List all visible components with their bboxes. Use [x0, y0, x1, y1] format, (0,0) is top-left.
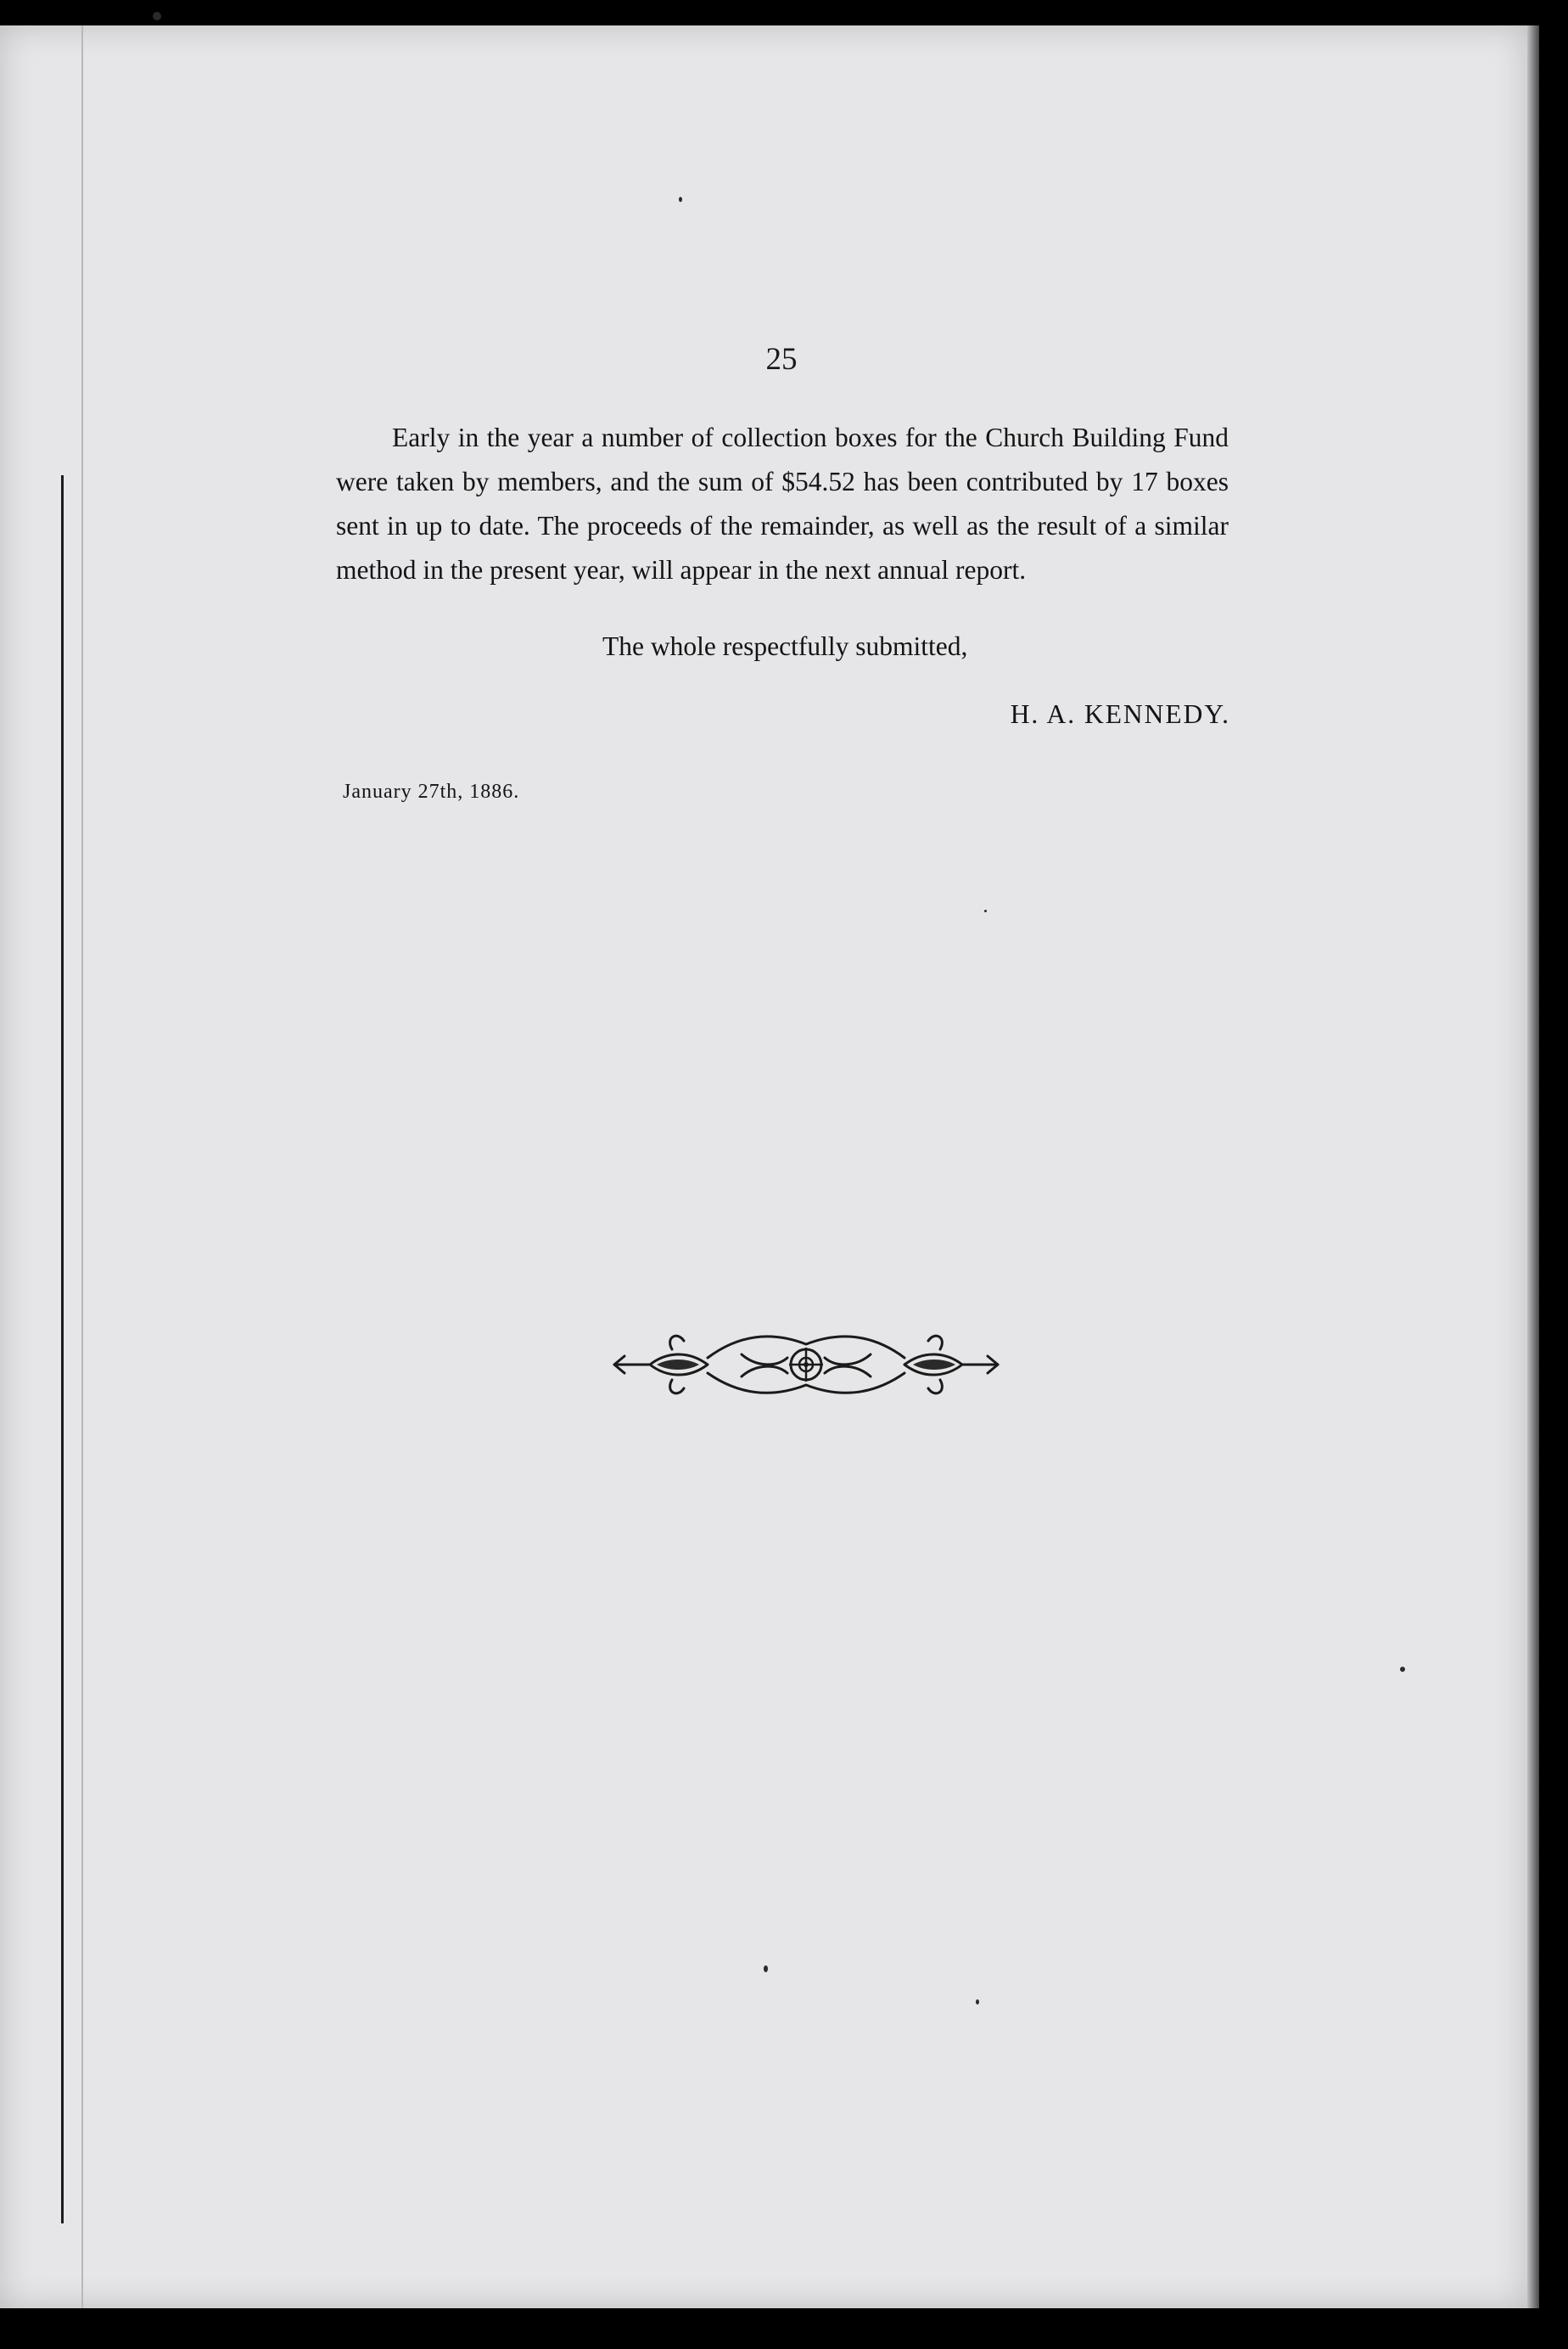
- floral-fleuron-icon: [606, 1324, 1006, 1405]
- paper-speck: [764, 1965, 768, 1972]
- paper-speck: [1400, 1667, 1405, 1672]
- body-paragraph: Early in the year a number of collection boxes for the Church Building Fund were taken by members, and the sum of $54.52 has been contributed by 17 boxes sent in up to date. The proceeds of the remainder, as well as the result of a similar method in the present year, will appear in the next annual report.: [336, 423, 1229, 585]
- date-line: January 27th, 1886.: [343, 781, 520, 803]
- paper-speck: [976, 1999, 979, 2004]
- signature: H. A. KENNEDY.: [1010, 699, 1230, 729]
- page-number: [0, 341, 1568, 378]
- closing-line: The whole respectfully submitted,: [602, 631, 968, 661]
- paper-speck: [679, 197, 682, 202]
- paper-speck: [984, 910, 987, 912]
- paper-speck: [153, 12, 161, 20]
- binding-thread-line: [61, 475, 64, 2223]
- page-number-text: 25: [765, 342, 798, 377]
